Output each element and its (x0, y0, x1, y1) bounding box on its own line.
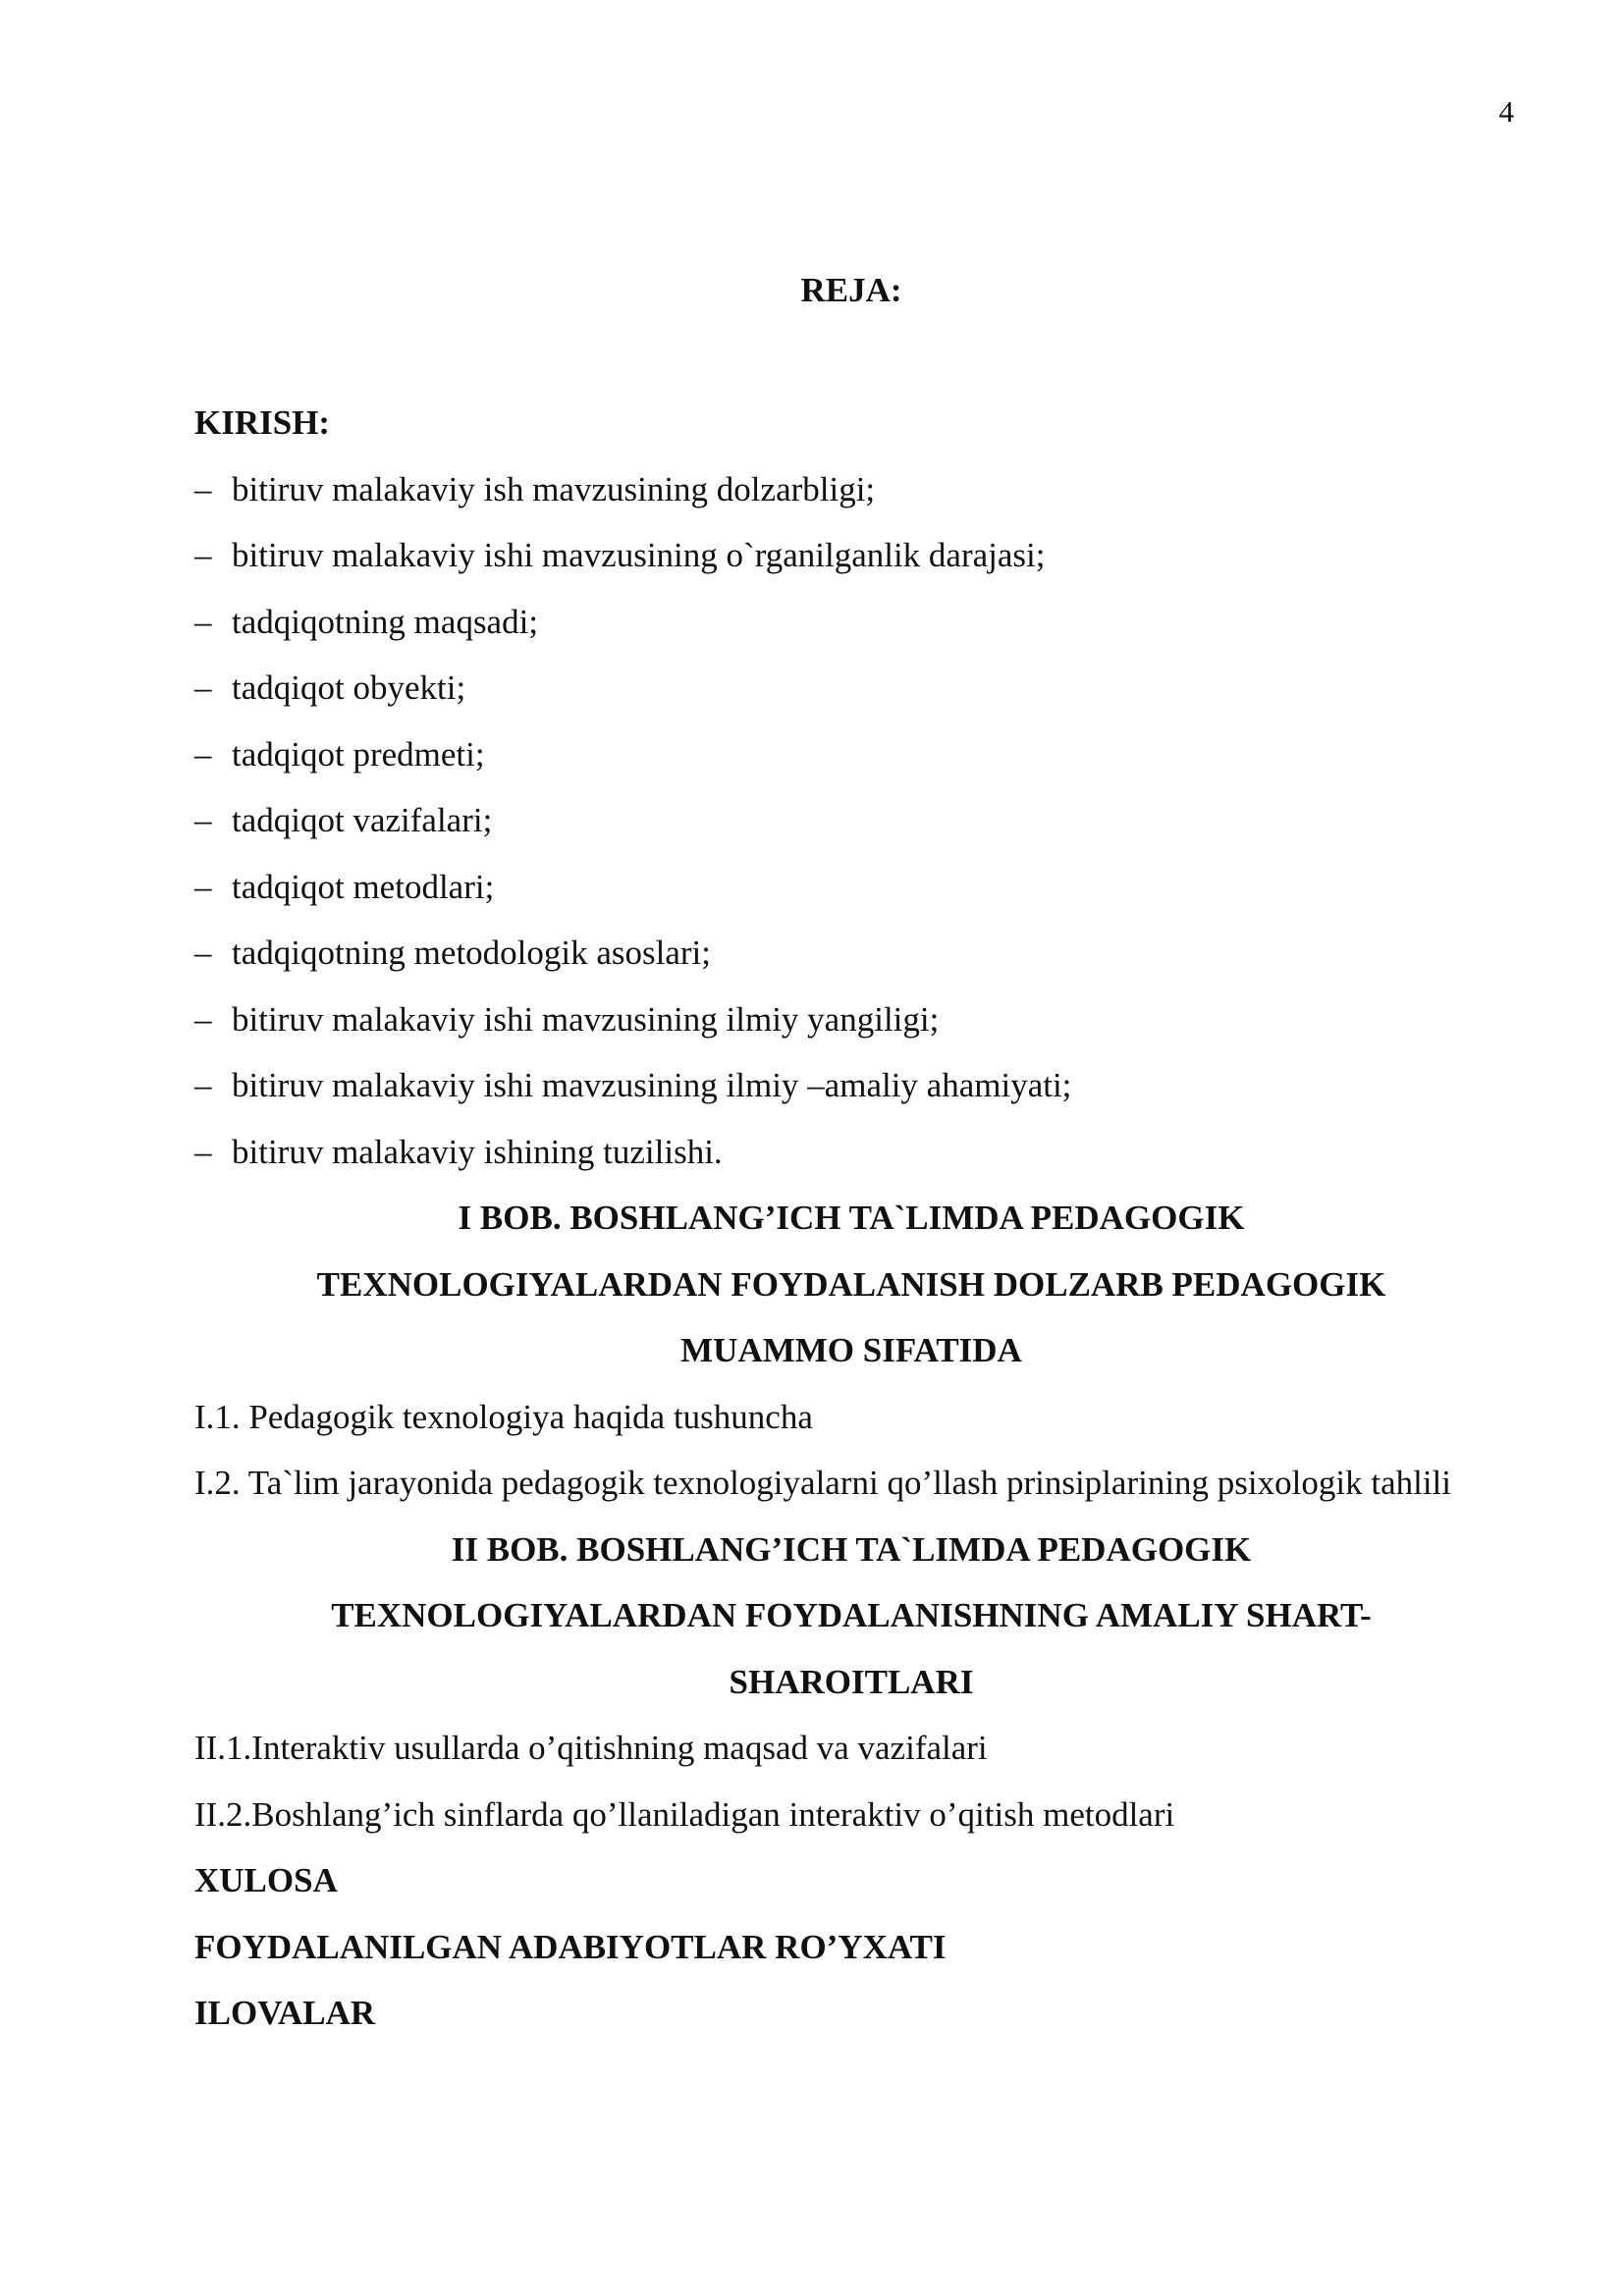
page-title: REJA: (800, 271, 902, 309)
document-body (194, 257, 1508, 2047)
spacer (194, 324, 1508, 391)
section-item: I.1. Pedagogik texnologiya haqida tushuncha (194, 1397, 813, 1436)
conclusion-heading: XULOSA (194, 1861, 338, 1899)
list-item: – tadqiqot vazifalari; (194, 787, 1508, 854)
page-number: 4 (1498, 94, 1514, 129)
list-item: – tadqiqot metodlari; (194, 854, 1508, 921)
appendices-heading: ILOVALAR (194, 1994, 376, 2032)
section-item: II.2.Boshlang’ich sinflarda qo’llaniladigan interaktiv o’qitish metodlari (194, 1794, 1175, 1834)
section-item: II.1.Interaktiv usullarda o’qitishning maqsad va vazifalari (194, 1729, 988, 1767)
list-item: – bitiruv malakaviy ishi mavzusining ilmiy yangiligi; (194, 987, 1508, 1053)
dash-bullet: – (194, 999, 212, 1039)
section-item: I.2. Ta`lim jarayonida pedagogik texnologiyalarni qo’llash prinsiplarining psixologik tahlili (194, 1464, 1451, 1502)
dash-bullet: – (194, 469, 212, 508)
dash-bullet: – (194, 867, 212, 906)
dash-bullet: – (194, 1132, 212, 1171)
list-item: – bitiruv malakaviy ishi mavzusining ilmiy –amaliy ahamiyati; (194, 1052, 1508, 1119)
dash-bullet: – (194, 734, 212, 774)
dash-bullet: – (194, 602, 212, 641)
intro-heading: KIRISH: (194, 403, 331, 442)
dash-bullet: – (194, 1066, 212, 1104)
dash-bullet: – (194, 668, 212, 707)
chapter-2 (194, 1517, 1508, 1848)
list-item: – tadqiqot predmeti; (194, 721, 1508, 788)
dash-bullet: – (194, 801, 212, 839)
list-item: – tadqiqotning metodologik asoslari; (194, 920, 1508, 987)
chapter-title-line: II BOB. BOSHLANG’ICH TA`LIMDA PEDAGOGIK (451, 1529, 1252, 1569)
chapter-title-line: I BOB. BOSHLANG’ICH TA`LIMDA PEDAGOGIK (458, 1199, 1245, 1237)
chapter-title-line: TEXNOLOGIYALARDAN FOYDALANISH DOLZARB PEDAGOGIK (316, 1264, 1386, 1304)
dash-bullet: – (194, 536, 212, 574)
list-item: – bitiruv malakaviy ishining tuzilishi. (194, 1119, 1508, 1186)
references-heading: FOYDALANILGAN ADABIYOTLAR RO’YXATI (194, 1927, 947, 1966)
chapter-title-line: MUAMMO SIFATIDA (680, 1331, 1022, 1369)
list-item: – tadqiqotning maqsadi; (194, 589, 1508, 656)
chapter-title-line: SHAROITLARI (729, 1662, 974, 1701)
chapter-1 (194, 1185, 1508, 1517)
list-item: – bitiruv malakaviy ishi mavzusining o`rganilganlik darajasi; (194, 522, 1508, 589)
dash-bullet: – (194, 934, 212, 972)
list-item: – bitiruv malakaviy ish mavzusining dolzarbligi; (194, 456, 1508, 523)
intro-list (194, 456, 1508, 1186)
list-item: – tadqiqot obyekti; (194, 655, 1508, 721)
chapter-title-line: TEXNOLOGIYALARDAN FOYDALANISHNING AMALIY SHART- (331, 1596, 1372, 1634)
